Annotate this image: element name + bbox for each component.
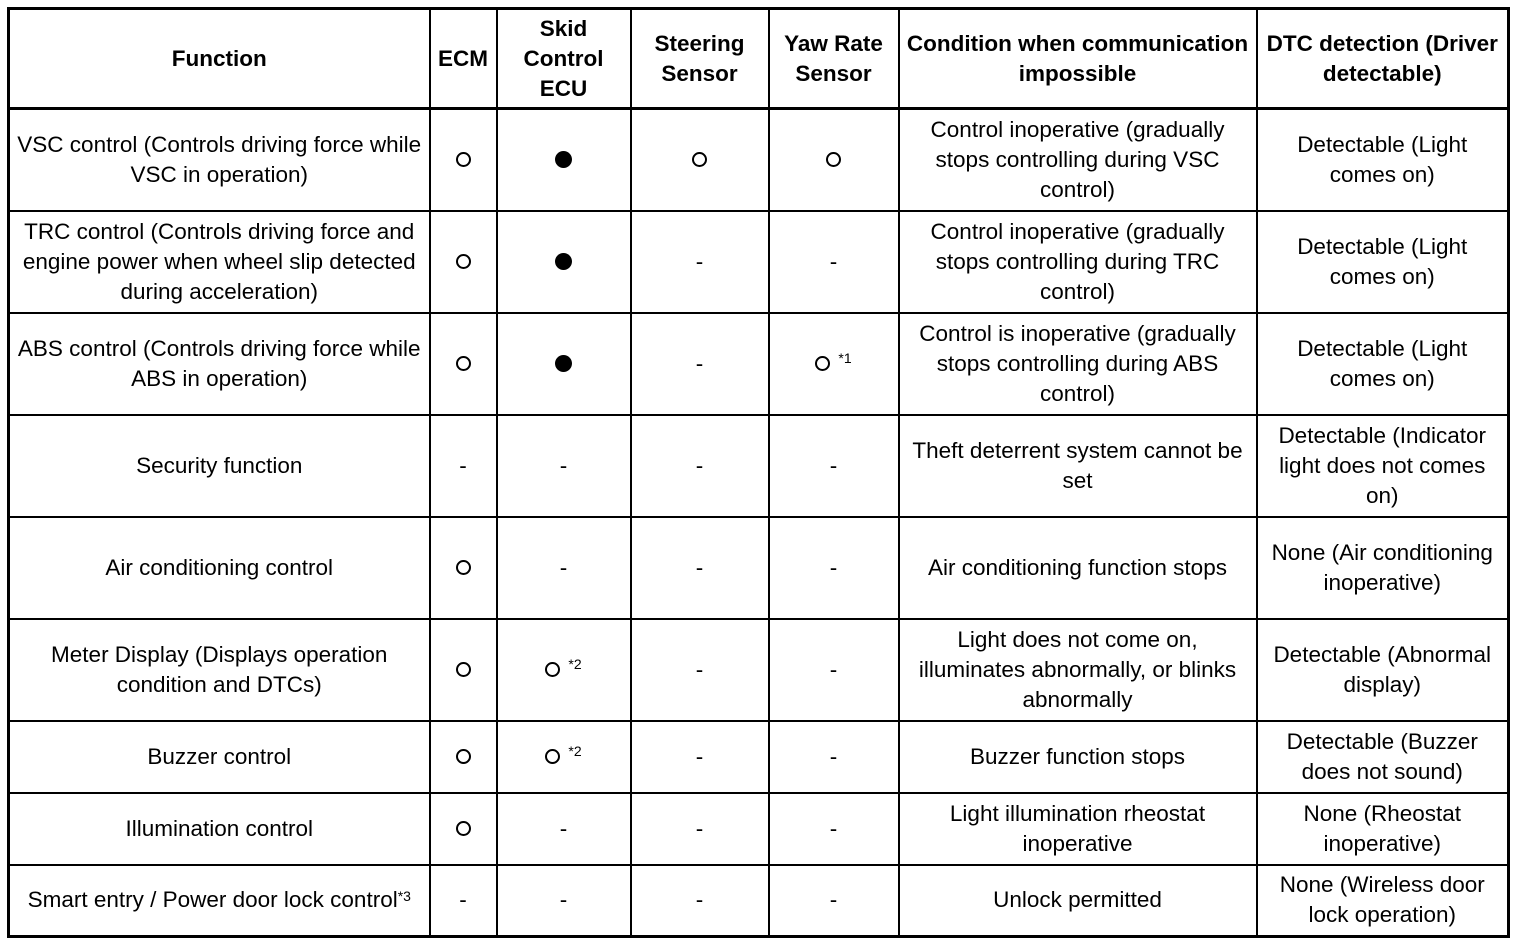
header-skid-control-ecu: Skid Control ECU	[497, 9, 631, 109]
dash-mark: -	[829, 815, 838, 841]
table-body	[9, 109, 1509, 937]
dash-mark: -	[695, 656, 704, 682]
dtc-detection-cell: Detectable (Light comes on)	[1257, 211, 1509, 313]
skid-control-ecu-cell	[497, 313, 631, 415]
table-row	[9, 721, 1509, 793]
open-circle-icon	[692, 152, 707, 167]
open-circle-icon	[456, 254, 471, 269]
steering-sensor-cell	[631, 721, 769, 793]
open-circle-icon	[826, 152, 841, 167]
steering-sensor-cell	[631, 619, 769, 721]
table-row	[9, 109, 1509, 211]
condition-cell: Control is inoperative (gradually stops controlling during ABS control)	[899, 313, 1257, 415]
dtc-detection-cell: Detectable (Light comes on)	[1257, 109, 1509, 211]
ecm-cell	[430, 721, 497, 793]
yaw-rate-sensor-cell	[769, 313, 899, 415]
function-communication-table	[7, 7, 1510, 938]
dtc-detection-cell: Detectable (Indicator light does not comes on)	[1257, 415, 1509, 517]
ecm-cell	[430, 517, 497, 619]
dash-mark: -	[829, 248, 838, 274]
dash-mark: -	[695, 743, 704, 769]
skid-control-ecu-cell	[497, 793, 631, 865]
ecm-cell	[430, 211, 497, 313]
dash-mark: -	[829, 887, 838, 913]
function-text: Buzzer control	[147, 743, 292, 769]
dtc-detection-cell: Detectable (Buzzer does not sound)	[1257, 721, 1509, 793]
ecm-cell	[430, 619, 497, 721]
dash-mark: -	[829, 452, 838, 478]
skid-control-ecu-cell	[497, 865, 631, 937]
function-text: Air conditioning control	[105, 554, 334, 580]
open-circle-icon	[545, 749, 560, 764]
dash-mark: -	[559, 887, 568, 913]
skid-control-ecu-cell	[497, 109, 631, 211]
dtc-detection-cell: Detectable (Light comes on)	[1257, 313, 1509, 415]
ecm-cell	[430, 865, 497, 937]
function-text: Smart entry / Power door lock control	[27, 887, 398, 913]
dash-mark: -	[459, 452, 467, 478]
steering-sensor-cell	[631, 415, 769, 517]
dash-mark: -	[559, 554, 568, 580]
open-circle-icon	[815, 356, 830, 371]
yaw-rate-sensor-cell	[769, 865, 899, 937]
footnote-marker: *2	[568, 655, 582, 672]
table-row	[9, 211, 1509, 313]
header-dtc-detection: DTC detection (Driver detectable)	[1257, 9, 1509, 109]
function-cell	[9, 517, 430, 619]
dash-mark: -	[559, 452, 568, 478]
table-row	[9, 865, 1509, 937]
skid-control-ecu-cell	[497, 517, 631, 619]
dash-mark: -	[829, 656, 838, 682]
open-circle-icon	[456, 560, 471, 575]
function-cell	[9, 313, 430, 415]
ecm-cell	[430, 109, 497, 211]
header-function: Function	[9, 9, 430, 109]
open-circle-icon	[456, 821, 471, 836]
function-text: Meter Display (Displays operation condition and DTCs)	[51, 641, 388, 697]
function-cell	[9, 793, 430, 865]
yaw-rate-sensor-cell	[769, 619, 899, 721]
header-steering-sensor: Steering Sensor	[631, 9, 769, 109]
ecm-cell	[430, 793, 497, 865]
skid-control-ecu-cell	[497, 721, 631, 793]
table-row	[9, 415, 1509, 517]
condition-cell: Light does not come on, illuminates abnormally, or blinks abnormally	[899, 619, 1257, 721]
steering-sensor-cell	[631, 517, 769, 619]
dash-mark: -	[695, 350, 704, 376]
function-cell	[9, 619, 430, 721]
function-text: ABS control (Controls driving force while ABS in operation)	[17, 335, 421, 391]
condition-cell: Air conditioning function stops	[899, 517, 1257, 619]
dash-mark: -	[695, 452, 704, 478]
steering-sensor-cell	[631, 109, 769, 211]
dtc-detection-cell: None (Wireless door lock operation)	[1257, 865, 1509, 937]
condition-cell: Control inoperative (gradually stops controlling during TRC control)	[899, 211, 1257, 313]
dash-mark: -	[695, 554, 704, 580]
table-row	[9, 517, 1509, 619]
footnote-marker: *3	[397, 888, 411, 905]
filled-circle-icon	[555, 355, 572, 372]
function-cell	[9, 109, 430, 211]
dash-mark: -	[459, 887, 467, 913]
ecm-cell	[430, 415, 497, 517]
open-circle-icon	[456, 152, 471, 167]
yaw-rate-sensor-cell	[769, 109, 899, 211]
skid-control-ecu-cell	[497, 619, 631, 721]
condition-cell: Light illumination rheostat inoperative	[899, 793, 1257, 865]
function-cell	[9, 721, 430, 793]
function-cell	[9, 415, 430, 517]
table-row	[9, 313, 1509, 415]
table-row	[9, 793, 1509, 865]
dtc-detection-cell: Detectable (Abnormal display)	[1257, 619, 1509, 721]
yaw-rate-sensor-cell	[769, 211, 899, 313]
yaw-rate-sensor-cell	[769, 721, 899, 793]
dash-mark: -	[829, 743, 838, 769]
header-row	[9, 9, 1509, 109]
header-yaw-rate-sensor: Yaw Rate Sensor	[769, 9, 899, 109]
dash-mark: -	[559, 815, 568, 841]
condition-cell: Theft deterrent system cannot be set	[899, 415, 1257, 517]
function-cell	[9, 211, 430, 313]
function-text: VSC control (Controls driving force while VSC in operation)	[17, 131, 422, 187]
ecm-cell	[430, 313, 497, 415]
steering-sensor-cell	[631, 793, 769, 865]
open-circle-icon	[545, 662, 560, 677]
yaw-rate-sensor-cell	[769, 793, 899, 865]
open-circle-icon	[456, 662, 471, 677]
open-circle-icon	[456, 749, 471, 764]
condition-cell: Control inoperative (gradually stops controlling during VSC control)	[899, 109, 1257, 211]
yaw-rate-sensor-cell	[769, 517, 899, 619]
filled-circle-icon	[555, 253, 572, 270]
function-text: Illumination control	[125, 815, 314, 841]
condition-cell: Buzzer function stops	[899, 721, 1257, 793]
header-condition: Condition when communication impossible	[899, 9, 1257, 109]
filled-circle-icon	[555, 151, 572, 168]
condition-cell: Unlock permitted	[899, 865, 1257, 937]
function-text: TRC control (Controls driving force and engine power when wheel slip detected during acceleration)	[22, 218, 416, 304]
dtc-detection-cell: None (Air conditioning inoperative)	[1257, 517, 1509, 619]
dash-mark: -	[695, 815, 704, 841]
footnote-marker: *1	[838, 349, 852, 366]
function-text: Security function	[136, 452, 303, 478]
steering-sensor-cell	[631, 313, 769, 415]
steering-sensor-cell	[631, 211, 769, 313]
footnote-marker: *2	[568, 742, 582, 759]
skid-control-ecu-cell	[497, 415, 631, 517]
function-cell	[9, 865, 430, 937]
open-circle-icon	[456, 356, 471, 371]
dash-mark: -	[695, 248, 704, 274]
header-ecm: ECM	[430, 9, 497, 109]
yaw-rate-sensor-cell	[769, 415, 899, 517]
dtc-detection-cell: None (Rheostat inoperative)	[1257, 793, 1509, 865]
steering-sensor-cell	[631, 865, 769, 937]
skid-control-ecu-cell	[497, 211, 631, 313]
table-row	[9, 619, 1509, 721]
dash-mark: -	[829, 554, 838, 580]
dash-mark: -	[695, 887, 704, 913]
